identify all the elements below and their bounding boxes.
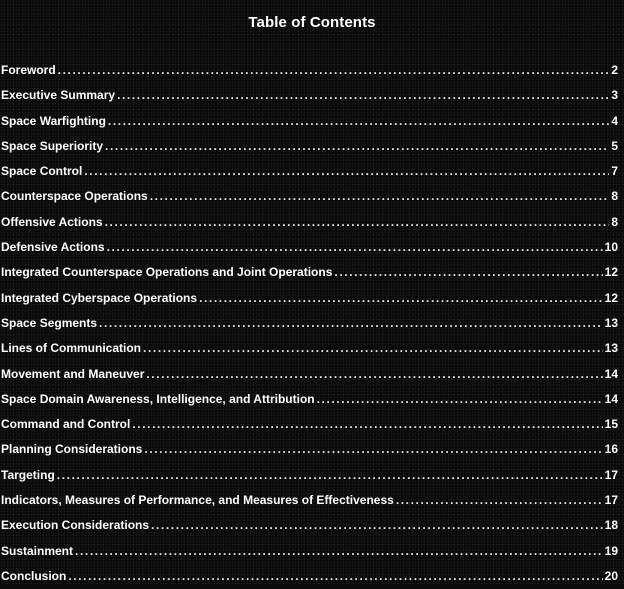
toc-entry-label: Executive Summary — [1, 88, 116, 103]
toc-entry-label: Targeting — [1, 467, 55, 482]
toc-dot-leader — [317, 387, 603, 412]
toc-list — [0, 58, 618, 589]
toc-entry[interactable] — [0, 564, 618, 589]
toc-dot-leader — [143, 336, 603, 361]
toc-entry-page: 5 — [611, 138, 618, 153]
toc-entry[interactable] — [0, 311, 618, 336]
toc-dot-leader — [105, 210, 610, 235]
page-title: Table of Contents — [248, 14, 376, 32]
toc-dot-leader — [57, 463, 603, 488]
toc-dot-leader — [84, 159, 609, 184]
toc-entry-page: 8 — [611, 214, 618, 229]
toc-entry-page: 10 — [604, 240, 618, 255]
toc-entry[interactable] — [0, 184, 618, 209]
toc-entry-page: 19 — [604, 543, 618, 558]
toc-entry[interactable] — [0, 463, 618, 488]
toc-entry-label: Conclusion — [1, 568, 67, 583]
toc-entry-label: Space Superiority — [1, 138, 104, 153]
toc-entry[interactable] — [0, 58, 618, 83]
toc-entry-label: Movement and Maneuver — [1, 366, 145, 381]
toc-dot-leader — [151, 513, 603, 538]
toc-entry[interactable] — [0, 539, 618, 564]
toc-entry[interactable] — [0, 109, 618, 134]
toc-dot-leader — [105, 134, 609, 159]
toc-entry-page: 4 — [611, 113, 618, 128]
toc-dot-leader — [75, 539, 603, 564]
toc-entry-label: Space Control — [1, 164, 83, 179]
toc-entry-label: Lines of Communication — [1, 341, 142, 356]
toc-entry-label: Space Warfighting — [1, 113, 106, 128]
toc-entry-label: Counterspace Operations — [1, 189, 148, 204]
toc-entry[interactable] — [0, 488, 618, 513]
toc-entry-page: 14 — [604, 391, 618, 406]
toc-entry-label: Integrated Cyberspace Operations — [1, 290, 198, 305]
toc-dot-leader — [58, 58, 610, 83]
toc-dot-leader — [132, 412, 602, 437]
toc-dot-leader — [146, 362, 602, 387]
toc-entry-page: 7 — [611, 164, 618, 179]
toc-dot-leader — [199, 286, 603, 311]
toc-entry-label: Defensive Actions — [1, 240, 105, 255]
toc-entry-label: Planning Considerations — [1, 442, 143, 457]
toc-entry-label: Command and Control — [1, 417, 131, 432]
toc-entry[interactable] — [0, 235, 618, 260]
toc-entry-page: 14 — [604, 366, 618, 381]
toc-entry-page: 3 — [611, 88, 618, 103]
toc-entry-page: 12 — [604, 290, 618, 305]
toc-entry-label: Integrated Counterspace Operations and Joint Operations — [1, 265, 333, 280]
toc-entry[interactable] — [0, 83, 618, 108]
toc-entry[interactable] — [0, 286, 618, 311]
toc-dot-leader — [144, 437, 602, 462]
toc-dot-leader — [108, 109, 609, 134]
toc-entry-page: 8 — [611, 189, 618, 204]
toc-entry-page: 18 — [604, 518, 618, 533]
toc-entry-page: 16 — [604, 442, 618, 457]
toc-entry-label: Foreword — [1, 63, 56, 77]
toc-dot-leader — [99, 311, 603, 336]
toc-entry-label: Sustainment — [1, 543, 74, 558]
toc-entry[interactable] — [0, 412, 618, 437]
toc-dot-leader — [150, 184, 610, 209]
toc-entry[interactable] — [0, 387, 618, 412]
toc-entry-page: 15 — [604, 417, 618, 432]
toc-entry-label: Indicators, Measures of Performance, and Measures of Effectiveness — [1, 493, 394, 508]
toc-entry[interactable] — [0, 134, 618, 159]
toc-entry-label: Offensive Actions — [1, 214, 103, 229]
toc-entry-page: 2 — [611, 63, 618, 77]
toc-entry[interactable] — [0, 362, 618, 387]
toc-dot-leader — [396, 488, 603, 513]
toc-entry-page: 17 — [604, 493, 618, 508]
toc-entry[interactable] — [0, 260, 618, 285]
toc-dot-leader — [117, 83, 609, 108]
toc-entry-page: 13 — [604, 315, 618, 330]
toc-entry[interactable] — [0, 513, 618, 538]
toc-entry[interactable] — [0, 336, 618, 361]
toc-entry[interactable] — [0, 210, 618, 235]
toc-entry-page: 20 — [604, 568, 618, 583]
toc-entry-label: Space Segments — [1, 315, 98, 330]
toc-entry-page: 12 — [604, 265, 618, 280]
toc-dot-leader — [334, 260, 602, 285]
toc-entry-page: 13 — [604, 341, 618, 356]
toc-entry-label: Execution Considerations — [1, 518, 150, 533]
toc-dot-leader — [68, 564, 602, 589]
toc-entry[interactable] — [0, 437, 618, 462]
toc-entry-label: Space Domain Awareness, Intelligence, and Attribution — [1, 391, 315, 406]
toc-entry[interactable] — [0, 159, 618, 184]
toc-entry-page: 17 — [604, 467, 618, 482]
toc-dot-leader — [107, 235, 603, 260]
